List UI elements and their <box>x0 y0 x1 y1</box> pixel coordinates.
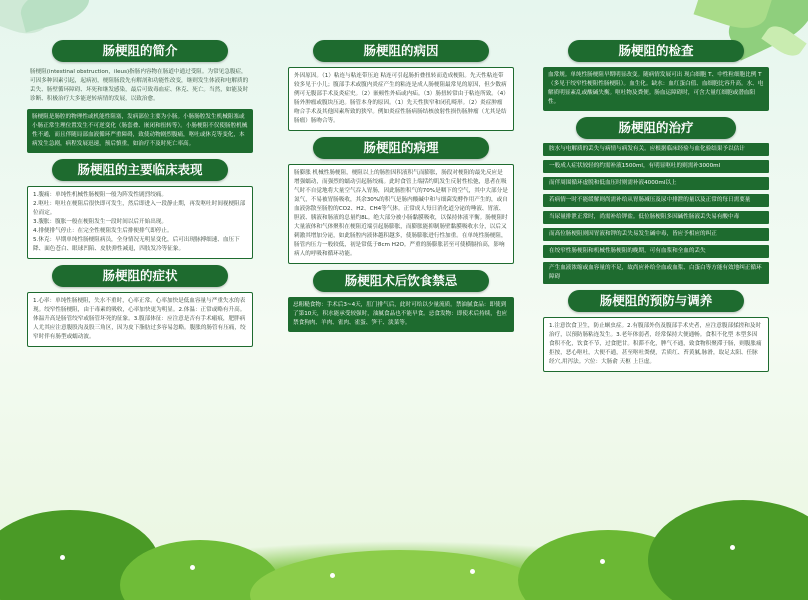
clinical-list <box>27 186 253 259</box>
flower-decoration <box>60 555 65 560</box>
section-title-cause: 肠梗阻的病因 <box>313 40 489 62</box>
flower-decoration <box>730 545 735 550</box>
treatment-item: 而伴周围循环虚脱和低血压时则需补液4000ml以上 <box>543 177 769 190</box>
intro-box: 肠梗阻是肠腔的物理性或机能性阻塞，发病部位主要为小肠。小肠肠腔发生机械阻塞或小肠正常生理位置发生不可逆变化（肠套叠、嵌闭和扭转等）。小肠梗阻不仅使肠腔机械性不通，而且伴随局部血液循环严重障碍，致使动物剧烈腹痛，呕吐或休克等变化，本病发生急剧，病程发展迅速，预后慎重，如治疗不及时死亡率高。 <box>27 109 253 153</box>
clinical-item: 1.腹痛：单纯性机械性肠梗阻一般为阵发性剧烈绞痛。 <box>33 192 167 198</box>
flower-decoration <box>190 565 195 570</box>
treatment-list <box>543 143 769 284</box>
section-title-symptom: 肠梗阻的症状 <box>52 265 228 287</box>
prevention-text: 1.注意饮食卫生，防止蛔虫症。2.有腹部外伤及腹部手术史者，应注意腹部揉搓和及时治疗，以预防肠粘连发生。3.老年体弱者，经常保持大便通畅。食积不化型 本型多因食积不化，饮食不节，过食肥甘。积滞不化，脾气不通，致食物积聚滞于肠，则腹胀痛拒按，恶心呕吐，大便不通，甚至呕吐粪便，舌质红、苔黄腻,脉滑，取足太阳、任脉经穴,用泻法。穴位：大肠俞 天枢 上巨虚。 <box>543 317 769 372</box>
treatment-item: 而高位肠梗阻则因胃液和钾的丢失易发生碱中毒，皆应予相应的纠正 <box>543 228 769 241</box>
section-title-intro: 肠梗阻的简介 <box>52 40 228 62</box>
exam-text: 血常规。单纯性肠梗阻早期明显改变。随病情发展可出 现白细胞 T、中性粒细胞比例 T（多见于绞窄性梗阻性肠梗阻）。血生化。缺水：血红蛋白值、血细胞比容升高。水、电解质明显紊乱或酸碱失衡。呕吐物及粪便。肠血运障碍时，可含大量红细胞或潜血阳性。 <box>543 67 769 111</box>
diet-text: 忌粗糙食物：手术后3~4天，肛门排气后，此时可给以少量流质。禁油腻食品：即使到了第10天，积水能承受较强时，油腻食品也不能早食。忌食发物：即使术后持续，也应禁食狗肉、羊肉、雀肉、雀蛋、笋干、淡菜等。 <box>288 297 514 332</box>
intro-text: 肠梗阻(intestinal obstruction，ileus)指肠内容物在肠道中通过受阻。为常见急腹症，可因多种因素引起，起病初，梗阻肠段先有解剖和功能性改变，继则发生体液和电解质的丢失、肠壁循环障碍、坏死和继发感染，最后可致毒血症、休克、死亡。当然，如能及时诊断、积极治疗大多能逆转病情的发展，以致治愈。 <box>30 69 249 102</box>
section-title-prevention: 肠梗阻的预防与调养 <box>568 290 744 312</box>
flower-decoration <box>330 573 335 578</box>
clinical-item: 3.腹胀：腹胀一般在梗阻发生一段时间以后开始出现。 <box>33 219 167 225</box>
section-title-pathology: 肠梗阻的病理 <box>313 137 489 159</box>
clinical-item: 5.休克：早期单纯性肠梗阻病员，全身情况无明显变化，后可出现脉搏细速、血压下降、面色苍白、眼球凹陷、皮肤弹性减退，四肢发冷等征象。 <box>33 237 240 252</box>
symptom-text: 1.心率：单纯性肠梗阻，失水不重时，心率正常。心率加快是低血容量与严重失水的表现。绞窄性肠梗阻，由于毒素的吸收，心率加快更为明显。2.体温：正常或略有升高。体温升高是肠管绞窄或肠管坏死的征象。3.腹部体征：应注意是否有手术瘢痕，肥胖病人尤其应注意腹股沟及股三角区，因为皮下脂肪过多容易忽略。腹胀的肠管有压痛，绞窄时伴有肠型或蠕动波。 <box>27 292 253 347</box>
column-middle <box>288 40 514 332</box>
column-left <box>27 40 253 347</box>
treatment-item: 产生血液浓缩或血容量的不足，故尚应补给全血或血浆、白蛋白等方能有效地纠正循环障碍 <box>543 262 769 284</box>
section-title-clinical: 肠梗阻的主要临床表现 <box>52 159 228 181</box>
section-title-treatment: 肠梗阻的治疗 <box>576 117 736 139</box>
treatment-item: 在绞窄性肠梗阻和机械性肠梗阻的晚期，可有血浆和全血的丢失 <box>543 245 769 258</box>
flower-decoration <box>470 569 475 574</box>
leaf-decoration <box>17 0 94 32</box>
treatment-item: 若病情一时不能缓解则尚需补给从胃肠减压及尿中排泄的量以及正常的每日需要量 <box>543 194 769 207</box>
treatment-item: 胺水与电解质的丢失与病情与病发有关。应根据临床经验与血化验结果予以估计 <box>543 143 769 156</box>
treatment-item: 当尿量排泄正常时，尚需补给钾盐。低位肠梗阻多因碱性肠液丢失易有酸中毒 <box>543 211 769 224</box>
section-title-exam: 肠梗阻的检查 <box>568 40 744 62</box>
flower-decoration <box>600 559 605 564</box>
column-right <box>543 40 769 372</box>
clinical-item: 2.呕吐：呕吐在梗阻后很快即可发生，然后即进入一段静止期，再发呕吐时间视梗阻部位而定。 <box>33 201 246 216</box>
section-title-diet: 肠梗阻术后饮食禁忌 <box>313 270 489 292</box>
pathology-text: 肠膨胀 机械性肠梗阻，梗阻以上的肠腔因积液积气而膨胀，肠段对梗阻的最先反应是增强蠕动，而强烈的蠕动引起肠绞痛。此时食管上端括约肌发生反射性松弛，患者在吸气时不自觉地将大量空气吞入胃肠，因此肠腔积气的70%是咽下的空气，其中大部分是氮气，不易被胃肠吸收，其余30%的积气是肠内酸碱中和与细菌发酵作用产生的，或自血液弥散至肠腔的CO2、H2、CH4等气体。正常成人每日消化道分泌的唾液、胃液、胆液、胰液和肠液的总量约8L。绝大部分被小肠黏膜吸收，以保持体液平衡。肠梗阻时大量液体和气体聚积在梗阻近端引起肠膨胀，而膨胀能抑制肠壁黏膜吸收水分，以后又刺激其增加分泌，如此肠腔内液体越积越多，使肠膨胀进行性加重。在单纯性肠梗阻，肠管内压力一般较低，初是常低于8cm H2O。严重的肠膨胀甚至可使横膈抬高，影响病人的呼吸和循环功能。 <box>288 164 514 264</box>
clinical-item: 4.排便排气停止：在完全性梗阻发生后排便排气即停止。 <box>33 228 173 234</box>
cause-text: 外因原因。（1）粘连与粘连带压迫 粘连可引起肠折叠扭转而造成梗阻。先天性粘连带较多见于小儿；腹部手术或腹内炎症产生的粘连是成人肠梗阻最常见的原因，但少数病例可无腹部手术及炎症史。（2）嵌顿性外疝或内疝。（3）肠扭转常由于粘连所致。（4）肠外肿瘤或腹块压迫。肠管本身的原因。（1）先天性狭窄和闭孔畸形。（2）炎症肿瘤吻合手术及其他因素所致的狭窄。例如炎症性肠病肠结核放射性损伤肠肿瘤（尤其是结肠瘤）肠吻合等。 <box>288 67 514 131</box>
treatment-item: 一般成人症状较轻的约需补液1500ml，有明显呕吐的则需补3000ml <box>543 160 769 173</box>
